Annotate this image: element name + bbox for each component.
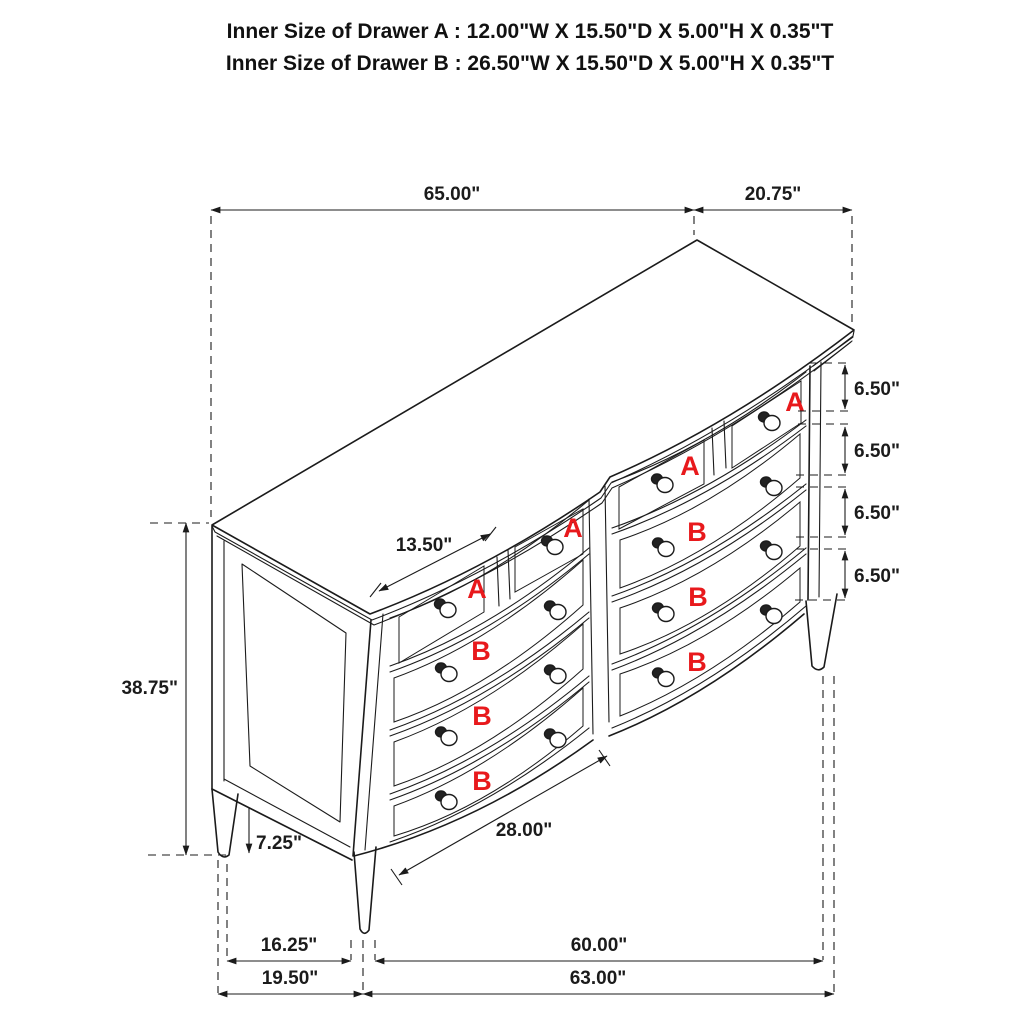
title-block (226, 20, 834, 75)
dim-base-side-inner-label: 16.25" (260, 935, 318, 956)
left-side-panel (212, 526, 376, 933)
dim-drawer-height-label: 6.50" (854, 379, 900, 400)
drawer-a-label: A (467, 574, 487, 604)
drawer-b-label: B (472, 766, 492, 796)
dim-top-width-label: 65.00" (423, 184, 481, 205)
drawer-b2-right-face (620, 502, 800, 654)
front-left-stile (353, 614, 383, 856)
knob (545, 665, 567, 684)
dim-drawer-b-width-label: 28.00" (495, 820, 553, 841)
knob (759, 412, 781, 431)
front-left-leg (354, 847, 376, 933)
front-right-stile (806, 362, 837, 670)
drawer-letters (467, 387, 805, 796)
knob (652, 474, 674, 493)
dim-drawer-heights (795, 363, 900, 600)
dim-base-front-outer-label: 63.00" (569, 968, 627, 989)
knob (653, 603, 675, 622)
knob (545, 729, 567, 748)
drawer-b-label: B (471, 636, 491, 666)
center-divider (589, 486, 609, 734)
knob (436, 663, 458, 682)
knob (761, 605, 783, 624)
dim-top-depth-label: 20.75" (744, 184, 802, 205)
drawer-a-label: A (680, 451, 700, 481)
knob (545, 601, 567, 620)
drawer-a-label: A (785, 387, 805, 417)
dim-drawer-b-width (391, 750, 610, 885)
drawer-b3-right-face (620, 568, 800, 716)
dim-drawer-height-label: 6.50" (854, 566, 900, 587)
knob (653, 538, 675, 557)
dim-base-front-inner-label: 60.00" (570, 935, 628, 956)
knob (436, 791, 458, 810)
knob (436, 727, 458, 746)
knob (542, 536, 564, 555)
back-left-leg (212, 789, 238, 857)
drawer-a-inner-size-title: Inner Size of Drawer A : 12.00"W X 15.50"D X 5.00"H X 0.35"T (226, 20, 834, 43)
knob (761, 477, 783, 496)
dim-drawer-height-label: 6.50" (854, 441, 900, 462)
drawer-b-inner-size-title: Inner Size of Drawer B : 26.50"W X 15.50"D X 5.00"H X 0.35"T (225, 52, 835, 75)
knob (761, 541, 783, 560)
knob (435, 599, 457, 618)
dim-drawer-height-label: 6.50" (854, 503, 900, 524)
drawer-b-label: B (687, 517, 707, 547)
drawer-b-label: B (687, 647, 707, 677)
drawer-b1-right-face (620, 434, 800, 588)
drawer-b-label: B (472, 701, 492, 731)
drawer-a-label: A (563, 513, 583, 543)
dim-overall-height-label: 38.75" (121, 678, 178, 699)
dim-drawer-a-width-label: 13.50" (395, 535, 453, 556)
knob (653, 668, 675, 687)
dim-top-width-depth (211, 184, 852, 517)
dim-overall-height (121, 523, 231, 855)
dim-leg-height-label: 7.25" (256, 833, 302, 854)
front-right-leg (806, 594, 837, 670)
dim-base-side-outer-label: 19.50" (261, 968, 319, 989)
drawer-b-label: B (688, 582, 708, 612)
dresser-top-surface (212, 240, 854, 625)
